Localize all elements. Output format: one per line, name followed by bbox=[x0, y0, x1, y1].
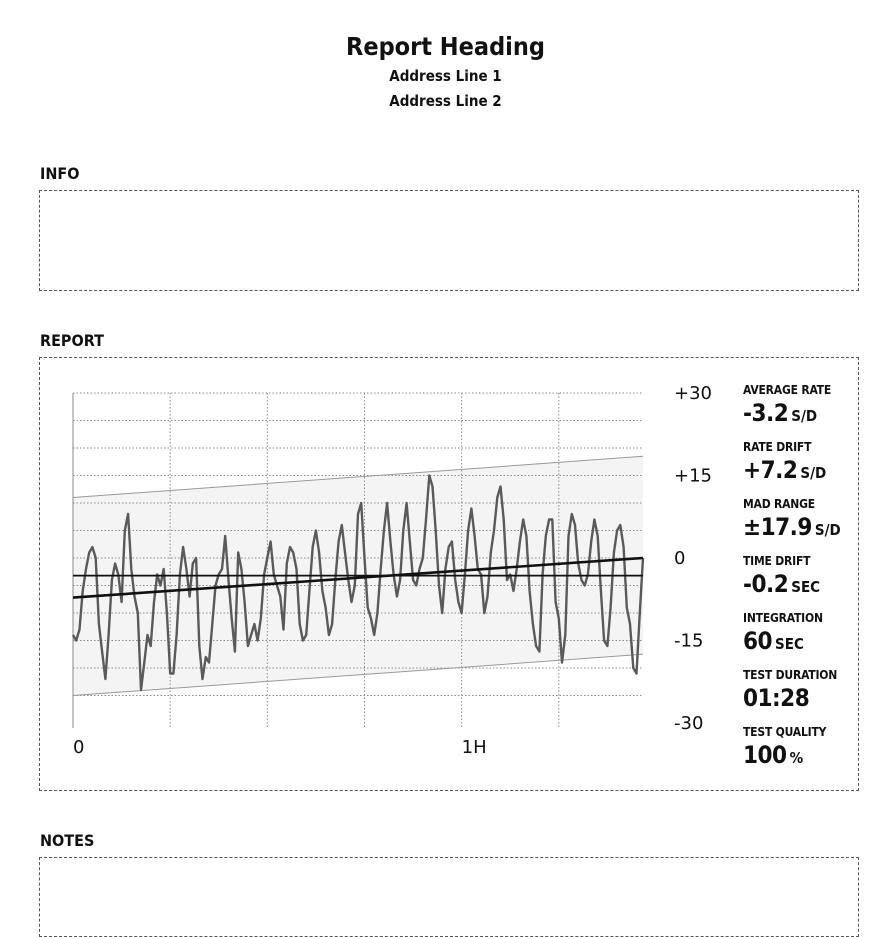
stat-unit: SEC bbox=[775, 635, 804, 653]
address-line-1: Address Line 1 bbox=[389, 67, 502, 85]
y-tick-label: -15 bbox=[674, 630, 704, 652]
stat-test-duration bbox=[743, 667, 853, 724]
stat-mad-range bbox=[743, 496, 853, 553]
stat-unit: S/D bbox=[814, 521, 841, 539]
stat-label: AVERAGE RATE bbox=[743, 383, 832, 397]
info-box bbox=[39, 190, 859, 291]
stat-value: 60 bbox=[743, 627, 773, 655]
report-box bbox=[39, 357, 859, 791]
stat-label: MAD RANGE bbox=[743, 497, 815, 511]
stat-integration bbox=[743, 610, 853, 667]
stat-label: INTEGRATION bbox=[743, 611, 823, 625]
stat-time-drift bbox=[743, 553, 853, 610]
stat-unit: S/D bbox=[791, 407, 818, 425]
report-label: REPORT bbox=[40, 331, 104, 350]
stat-average-rate bbox=[743, 382, 853, 439]
x-tick-label: 0 bbox=[73, 737, 85, 758]
stat-label: TEST DURATION bbox=[743, 668, 838, 682]
stat-label: TEST QUALITY bbox=[743, 725, 827, 739]
stat-value: -0.2 bbox=[743, 570, 789, 598]
stats-panel bbox=[743, 382, 853, 781]
y-tick-label: -30 bbox=[674, 713, 704, 734]
stat-unit: S/D bbox=[800, 464, 827, 482]
stat-label: RATE DRIFT bbox=[743, 440, 812, 454]
stat-label: TIME DRIFT bbox=[743, 554, 811, 568]
y-tick-label: 0 bbox=[674, 548, 686, 569]
stat-rate-drift bbox=[743, 439, 853, 496]
report-title: Report Heading bbox=[346, 32, 545, 61]
notes-label: NOTES bbox=[40, 831, 95, 850]
report-header bbox=[0, 30, 891, 114]
y-tick-label: +30 bbox=[674, 383, 712, 404]
stat-unit: % bbox=[789, 749, 804, 767]
stat-value: 01:28 bbox=[743, 684, 810, 712]
stat-value: 100 bbox=[743, 741, 787, 769]
notes-box bbox=[39, 857, 859, 937]
stat-value: ±17.9 bbox=[743, 513, 812, 541]
address-line-2: Address Line 2 bbox=[389, 92, 502, 110]
stat-value: +7.2 bbox=[743, 456, 798, 484]
stat-value: -3.2 bbox=[743, 399, 789, 427]
stat-unit: SEC bbox=[791, 578, 821, 596]
stat-test-quality bbox=[743, 724, 853, 781]
y-tick-label: +15 bbox=[674, 465, 712, 487]
rate-chart bbox=[40, 358, 858, 790]
info-label: INFO bbox=[40, 164, 80, 183]
x-tick-label: 1H bbox=[461, 737, 487, 758]
